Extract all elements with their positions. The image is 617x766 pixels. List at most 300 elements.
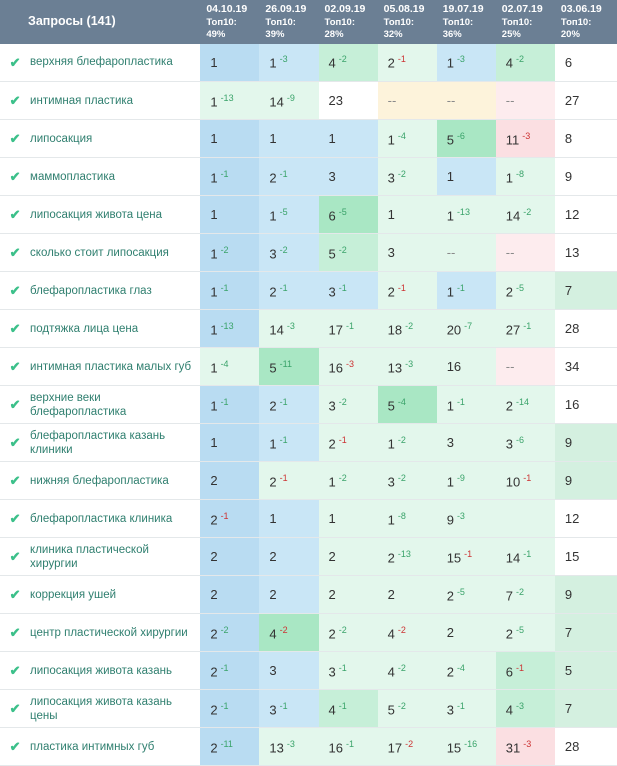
rank-cell[interactable] [259, 614, 318, 652]
rank-delta: -2 [397, 168, 406, 179]
rank-cell[interactable] [378, 728, 437, 766]
rank-value: 20 [446, 322, 462, 338]
rank-cell[interactable] [259, 272, 318, 310]
rank-cell[interactable] [378, 158, 437, 196]
check-icon[interactable]: ✔ [0, 462, 30, 500]
rank-cell[interactable] [437, 310, 496, 348]
check-icon[interactable]: ✔ [0, 424, 30, 462]
rank-cell[interactable] [496, 82, 555, 120]
column-top10-percent: Топ10: 25% [501, 17, 533, 40]
column-top10-percent: Топ10: 20% [560, 17, 592, 40]
rank-cell[interactable] [200, 462, 259, 500]
rank-cell[interactable] [555, 462, 617, 500]
rank-cell[interactable] [496, 196, 555, 234]
rank-delta: -2 [338, 396, 347, 407]
rank-cell[interactable] [200, 500, 259, 538]
rank-cell[interactable] [555, 386, 617, 424]
rank-cell[interactable] [378, 538, 437, 576]
rank-cell[interactable] [319, 462, 378, 500]
rank-cell[interactable] [319, 728, 378, 766]
column-header-date-4[interactable] [378, 0, 437, 44]
table-row[interactable] [0, 462, 617, 500]
rank-value: 2 [210, 587, 218, 603]
rank-cell[interactable] [319, 272, 378, 310]
column-date: 19.07.19 [442, 3, 484, 15]
check-icon[interactable]: ✔ [0, 538, 30, 576]
rank-cell[interactable] [437, 196, 496, 234]
rank-cell[interactable] [259, 44, 318, 82]
check-icon[interactable]: ✔ [0, 272, 30, 310]
rank-cell[interactable] [378, 576, 437, 614]
rank-cell[interactable] [496, 310, 555, 348]
rank-value: 9 [564, 435, 573, 451]
rank-delta: -2 [397, 624, 406, 635]
rank-cell[interactable] [378, 44, 437, 82]
column-top10-percent: Топ10: 32% [383, 17, 415, 40]
rank-value: 1 [387, 132, 395, 148]
rank-cell[interactable] [259, 652, 318, 690]
rank-cell[interactable] [496, 234, 555, 272]
rank-cell[interactable] [496, 348, 555, 386]
rank-value: 2 [387, 55, 395, 71]
rank-cell[interactable] [200, 424, 259, 462]
rank-cell[interactable] [555, 348, 617, 386]
keyword-label[interactable]: коррекция ушей [30, 576, 200, 614]
rank-cell[interactable] [319, 158, 378, 196]
rank-cell[interactable] [200, 196, 259, 234]
rank-cell[interactable] [259, 196, 318, 234]
rank-value: 1 [505, 170, 514, 186]
rank-value: 1 [446, 474, 454, 490]
rank-value: 1 [269, 131, 277, 147]
rank-cell[interactable] [437, 614, 496, 652]
rank-cell[interactable] [437, 234, 496, 272]
rank-delta: -2 [516, 54, 525, 65]
table-row[interactable] [0, 44, 617, 82]
rank-value: 1 [446, 398, 454, 414]
rank-cell[interactable] [496, 462, 555, 500]
rank-cell[interactable] [555, 82, 617, 120]
rank-cell[interactable] [496, 44, 555, 82]
table-row[interactable] [0, 728, 617, 766]
rank-value: 13 [269, 740, 284, 756]
rank-cell[interactable] [200, 82, 259, 120]
check-icon[interactable]: ✔ [0, 234, 30, 272]
table-row[interactable] [0, 348, 617, 386]
rank-value: 3 [387, 474, 395, 490]
keyword-label[interactable]: подтяжка лица цена [30, 310, 200, 348]
rank-value: 7 [564, 625, 573, 641]
rank-value: 1 [210, 131, 218, 147]
rank-value: 3 [328, 664, 336, 680]
rank-cell[interactable] [259, 234, 318, 272]
rank-value: 5 [564, 663, 573, 679]
rank-value: 6 [564, 55, 573, 71]
rank-cell[interactable] [437, 82, 496, 120]
rank-cell[interactable] [496, 500, 555, 538]
rank-value: 2 [210, 626, 218, 642]
rank-cell[interactable] [259, 538, 318, 576]
table-row[interactable] [0, 424, 617, 462]
rank-delta: -2 [405, 738, 414, 749]
rank-cell[interactable] [319, 196, 378, 234]
keyword-label[interactable]: центр пластической хирургии [30, 614, 200, 652]
rank-delta: -2 [523, 206, 532, 217]
check-icon[interactable]: ✔ [0, 652, 30, 690]
table-row[interactable] [0, 690, 617, 728]
rank-cell[interactable] [200, 386, 259, 424]
rank-value: 31 [505, 740, 521, 756]
table-row[interactable] [0, 386, 617, 424]
keyword-label[interactable]: блефаропластика глаз [30, 272, 200, 310]
rank-cell[interactable] [555, 690, 617, 728]
keyword-label[interactable]: блефаропластика казань клиники [30, 424, 200, 462]
rank-value: 28 [564, 739, 580, 755]
rank-delta: -8 [516, 168, 525, 179]
rank-cell[interactable] [319, 386, 378, 424]
rank-cell[interactable] [378, 120, 437, 158]
rank-delta: -3 [456, 510, 465, 521]
check-icon[interactable]: ✔ [0, 310, 30, 348]
rank-cell[interactable] [259, 348, 318, 386]
rank-cell[interactable] [378, 348, 437, 386]
rank-cell[interactable] [319, 576, 378, 614]
rank-value: 1 [210, 94, 218, 110]
rank-cell[interactable] [555, 614, 617, 652]
rank-cell[interactable] [200, 348, 259, 386]
rank-value: 2 [328, 587, 336, 603]
rank-cell[interactable] [555, 728, 617, 766]
rank-value: -- [505, 245, 515, 261]
check-icon[interactable]: ✔ [0, 576, 30, 614]
rank-delta: -3 [405, 358, 414, 369]
table-body [0, 44, 617, 766]
queries-title: Запросы (141) [0, 0, 200, 44]
rank-value: 1 [446, 208, 454, 224]
rank-cell[interactable] [378, 82, 437, 120]
rank-delta: -8 [397, 510, 406, 521]
table-row[interactable] [0, 82, 617, 120]
rank-cell[interactable] [200, 652, 259, 690]
rank-value: 2 [269, 284, 277, 300]
rank-cell[interactable] [496, 690, 555, 728]
rank-cell[interactable] [378, 386, 437, 424]
rank-cell[interactable] [200, 234, 259, 272]
rank-value: 5 [387, 398, 395, 414]
rank-delta: -1 [220, 168, 229, 179]
keyword-label[interactable]: липосакция живота казань цены [30, 690, 200, 728]
rank-delta: -5 [456, 586, 465, 597]
keyword-label[interactable]: липосакция [30, 120, 200, 158]
rank-cell[interactable] [437, 158, 496, 196]
rank-cell[interactable] [496, 576, 555, 614]
rank-delta: -13 [220, 320, 234, 331]
rank-cell[interactable] [319, 500, 378, 538]
rank-cell[interactable] [496, 424, 555, 462]
rank-cell[interactable] [496, 120, 555, 158]
table-row[interactable] [0, 158, 617, 196]
rank-cell[interactable] [437, 576, 496, 614]
rank-delta: -1 [279, 434, 288, 445]
rank-value: 9 [446, 512, 454, 528]
rank-cell[interactable] [319, 234, 378, 272]
check-icon[interactable]: ✔ [0, 690, 30, 728]
rank-value: 5 [387, 702, 395, 718]
check-icon[interactable]: ✔ [0, 728, 30, 766]
rank-value: 4 [505, 55, 514, 71]
rank-value: 2 [210, 549, 218, 565]
table-row[interactable] [0, 538, 617, 576]
rank-cell[interactable] [555, 120, 617, 158]
rank-cell[interactable] [437, 500, 496, 538]
check-icon[interactable]: ✔ [0, 348, 30, 386]
keyword-label[interactable]: маммопластика [30, 158, 200, 196]
check-icon[interactable]: ✔ [0, 500, 30, 538]
keyword-label[interactable]: нижняя блефаропластика [30, 462, 200, 500]
rank-value: 16 [446, 359, 462, 375]
rank-delta: -3 [279, 54, 288, 65]
rank-cell[interactable] [200, 690, 259, 728]
rank-cell[interactable] [496, 614, 555, 652]
rank-cell[interactable] [319, 614, 378, 652]
rank-value: 5 [269, 360, 277, 376]
rank-cell[interactable] [200, 120, 259, 158]
rank-cell[interactable] [378, 424, 437, 462]
keyword-label[interactable]: верхняя блефаропластика [30, 44, 200, 82]
rank-cell[interactable] [555, 652, 617, 690]
rank-cell[interactable] [319, 424, 378, 462]
rank-cell[interactable] [200, 728, 259, 766]
rank-value: 3 [446, 702, 454, 718]
rank-cell[interactable] [555, 234, 617, 272]
rank-value: 9 [564, 587, 573, 603]
rank-delta: -1 [338, 282, 347, 293]
rank-cell[interactable] [259, 310, 318, 348]
check-icon[interactable]: ✔ [0, 386, 30, 424]
rank-cell[interactable] [496, 538, 555, 576]
check-icon[interactable]: ✔ [0, 120, 30, 158]
rank-value: 1 [210, 398, 218, 414]
rank-cell[interactable] [319, 652, 378, 690]
column-header-date-7[interactable] [555, 0, 617, 44]
rank-cell[interactable] [259, 120, 318, 158]
column-date: 02.07.19 [501, 3, 543, 15]
rank-value: 1 [210, 246, 218, 262]
table-row[interactable] [0, 310, 617, 348]
rank-cell[interactable] [496, 272, 555, 310]
rank-cell[interactable] [200, 158, 259, 196]
keyword-label[interactable]: сколько стоит липосакция [30, 234, 200, 272]
rank-cell[interactable] [200, 576, 259, 614]
column-header-date-2[interactable] [259, 0, 318, 44]
rank-cell[interactable] [437, 424, 496, 462]
keyword-label[interactable]: пластика интимных губ [30, 728, 200, 766]
rank-delta: -1 [523, 472, 532, 483]
rank-value: 2 [210, 664, 218, 680]
rank-value: 14 [269, 322, 284, 338]
rank-cell[interactable] [437, 538, 496, 576]
rank-cell[interactable] [378, 234, 437, 272]
rank-delta: -1 [397, 282, 406, 293]
column-header-date-5[interactable] [437, 0, 496, 44]
rank-value: 14 [505, 208, 521, 224]
rank-value: 2 [269, 587, 277, 603]
column-header-date-3[interactable] [319, 0, 378, 44]
column-header-date-1[interactable] [200, 0, 259, 44]
rank-value: 2 [328, 549, 336, 565]
rank-cell[interactable] [259, 576, 318, 614]
rank-cell[interactable] [496, 728, 555, 766]
rank-cell[interactable] [319, 538, 378, 576]
rank-cell[interactable] [378, 310, 437, 348]
rank-value: 1 [210, 360, 218, 376]
rank-cell[interactable] [259, 386, 318, 424]
rank-delta: -9 [456, 472, 465, 483]
rank-cell[interactable] [555, 538, 617, 576]
table-row[interactable] [0, 614, 617, 652]
rank-cell[interactable] [555, 272, 617, 310]
rank-value: 2 [210, 740, 218, 756]
rank-cell[interactable] [555, 576, 617, 614]
check-icon[interactable]: ✔ [0, 196, 30, 234]
rank-cell[interactable] [378, 614, 437, 652]
rank-value: 4 [387, 664, 395, 680]
rank-cell[interactable] [496, 386, 555, 424]
rank-cell[interactable] [319, 310, 378, 348]
rank-delta: -11 [220, 738, 233, 749]
rank-delta: -1 [464, 548, 473, 559]
rank-value: 13 [387, 360, 403, 376]
rank-cell[interactable] [378, 272, 437, 310]
rank-cell[interactable] [437, 728, 496, 766]
rank-value: 2 [328, 436, 336, 452]
keyword-label[interactable]: верхние веки блефаропластика [30, 386, 200, 424]
rank-cell[interactable] [437, 690, 496, 728]
column-header-date-6[interactable] [496, 0, 555, 44]
rank-cell[interactable] [437, 652, 496, 690]
table-row[interactable] [0, 500, 617, 538]
rank-cell[interactable] [319, 348, 378, 386]
rank-cell[interactable] [200, 538, 259, 576]
rank-delta: -2 [397, 472, 406, 483]
rank-value: -- [446, 93, 456, 109]
rank-cell[interactable] [259, 82, 318, 120]
rank-delta: -5 [516, 282, 525, 293]
rank-cell[interactable] [437, 348, 496, 386]
rank-cell[interactable] [555, 44, 617, 82]
rank-value: 7 [564, 701, 573, 717]
table-row[interactable] [0, 120, 617, 158]
rank-value: 16 [328, 740, 343, 756]
rank-value: 16 [564, 397, 580, 413]
rank-cell[interactable] [555, 424, 617, 462]
rank-cell[interactable] [259, 500, 318, 538]
rank-cell[interactable] [437, 386, 496, 424]
rank-delta: -6 [456, 130, 465, 141]
check-icon[interactable]: ✔ [0, 44, 30, 82]
rank-value: 16 [328, 360, 343, 376]
keyword-label[interactable]: блефаропластика клиника [30, 500, 200, 538]
rank-cell[interactable] [200, 272, 259, 310]
rank-cell[interactable] [200, 310, 259, 348]
rank-cell[interactable] [378, 462, 437, 500]
rank-cell[interactable] [378, 196, 437, 234]
rank-delta: -6 [516, 434, 525, 445]
table-row[interactable] [0, 196, 617, 234]
rank-cell[interactable] [496, 158, 555, 196]
rank-cell[interactable] [259, 690, 318, 728]
rank-cell[interactable] [555, 500, 617, 538]
rank-cell[interactable] [378, 500, 437, 538]
rank-cell[interactable] [259, 728, 318, 766]
check-icon[interactable]: ✔ [0, 158, 30, 196]
rank-cell[interactable] [555, 310, 617, 348]
table-row[interactable] [0, 272, 617, 310]
check-icon[interactable]: ✔ [0, 614, 30, 652]
rank-delta: -1 [220, 700, 229, 711]
rank-value: 2 [446, 625, 454, 641]
table-row[interactable] [0, 576, 617, 614]
rank-cell[interactable] [319, 120, 378, 158]
rank-value: 2 [446, 588, 454, 604]
rank-value: 2 [505, 626, 514, 642]
rank-delta: -1 [279, 282, 288, 293]
rank-value: 4 [387, 626, 395, 642]
rank-cell[interactable] [437, 120, 496, 158]
rank-delta: -2 [516, 586, 525, 597]
rank-delta: -9 [286, 92, 295, 103]
rank-cell[interactable] [378, 690, 437, 728]
rank-cell[interactable] [437, 44, 496, 82]
table-row[interactable] [0, 234, 617, 272]
keyword-label[interactable]: липосакция живота казань [30, 652, 200, 690]
rank-delta: -2 [397, 434, 406, 445]
table-header [0, 0, 617, 44]
rank-cell[interactable] [437, 462, 496, 500]
keyword-label[interactable]: интимная пластика малых губ [30, 348, 200, 386]
rank-value: 1 [387, 436, 395, 452]
rank-cell[interactable] [378, 652, 437, 690]
keyword-label[interactable]: липосакция живота цена [30, 196, 200, 234]
rank-value: 15 [446, 740, 462, 756]
rank-cell[interactable] [555, 196, 617, 234]
keyword-label[interactable]: клиника пластической хирургии [30, 538, 200, 576]
rank-value: 1 [446, 55, 454, 71]
rank-cell[interactable] [496, 652, 555, 690]
rank-cell[interactable] [259, 462, 318, 500]
rank-cell[interactable] [200, 44, 259, 82]
rank-cell[interactable] [259, 158, 318, 196]
rank-delta: -3 [286, 320, 295, 331]
rank-cell[interactable] [319, 690, 378, 728]
rank-cell[interactable] [259, 424, 318, 462]
rank-value: 2 [210, 702, 218, 718]
rank-value: 2 [269, 398, 277, 414]
rank-cell[interactable] [200, 614, 259, 652]
rank-value: 2 [446, 664, 454, 680]
rank-delta: -14 [516, 396, 530, 407]
rank-cell[interactable] [555, 158, 617, 196]
rank-delta: -1 [279, 396, 288, 407]
rank-cell[interactable] [437, 272, 496, 310]
keyword-label[interactable]: интимная пластика [30, 82, 200, 120]
check-icon[interactable]: ✔ [0, 82, 30, 120]
table-row[interactable] [0, 652, 617, 690]
rank-value: 1 [210, 170, 218, 186]
rank-cell[interactable] [319, 44, 378, 82]
rank-delta: -11 [279, 358, 292, 369]
rank-cell[interactable] [319, 82, 378, 120]
